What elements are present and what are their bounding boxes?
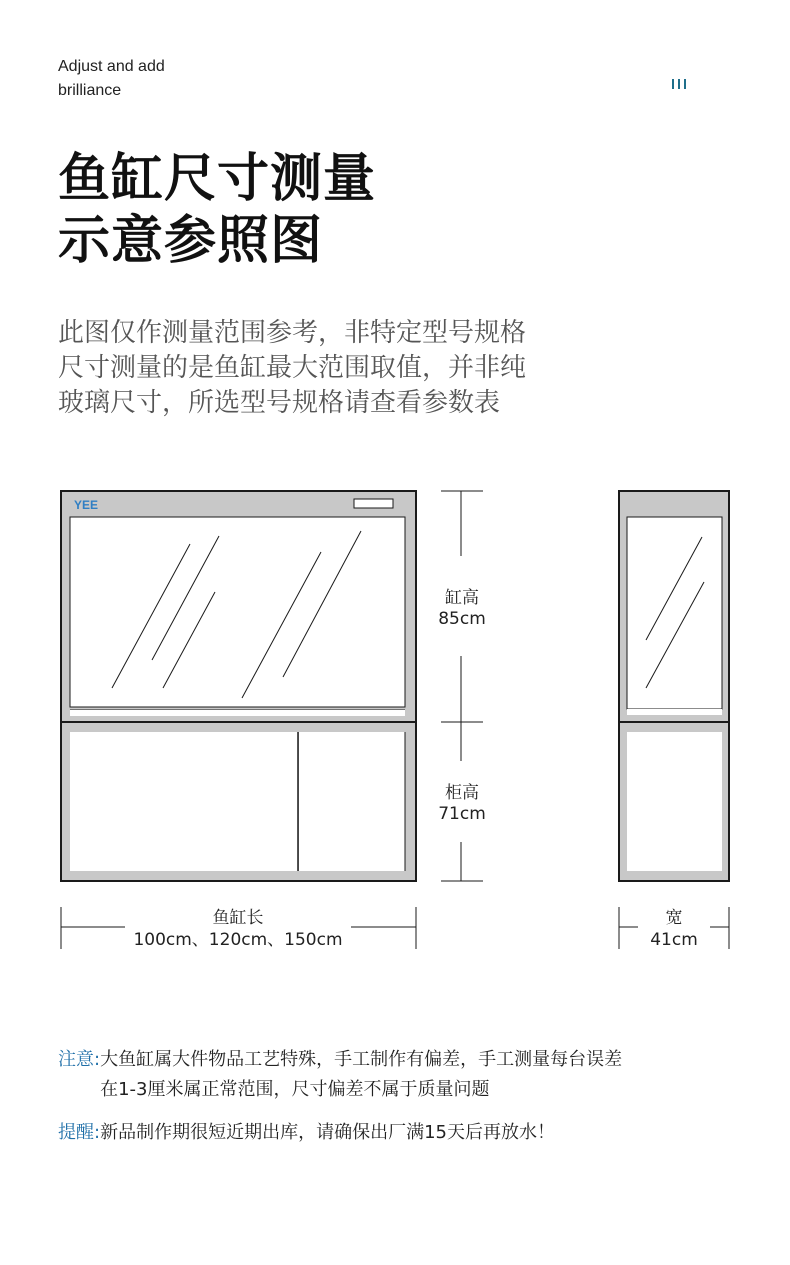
tagline	[58, 55, 258, 103]
tagline-line-2: brilliance	[58, 82, 122, 99]
cabinet-door-right	[299, 732, 405, 871]
description	[58, 316, 526, 421]
cabinet-height-value: 71cm	[438, 804, 486, 824]
notes-section	[58, 1045, 758, 1161]
cabinet-height-label: 柜高	[445, 783, 479, 803]
decorative-bars-icon	[672, 74, 690, 93]
title-line-1: 鱼缸尺寸测量	[58, 149, 377, 209]
page-title	[58, 148, 376, 272]
front-tank-glass	[70, 517, 405, 707]
title-line-2: 示意参照图	[58, 211, 324, 271]
front-view	[61, 491, 416, 881]
cabinet-door-left	[70, 732, 298, 871]
length-value: 100cm、120cm、150cm	[133, 930, 343, 950]
aquarium-diagram	[0, 480, 790, 960]
description-line-3: 玻璃尺寸，所选型号规格请查看参数表	[58, 388, 501, 418]
note-line-1: 大鱼缸属大件物品工艺特殊，手工制作有偏差，手工测量每台误差	[100, 1049, 623, 1070]
reminder-row	[58, 1118, 758, 1148]
reminder-text: 新品制作期很短近期出库，请确保出厂满15天后再放水！	[100, 1122, 555, 1143]
reminder-label: 提醒:	[58, 1122, 101, 1143]
description-line-2: 尺寸测量的是鱼缸最大范围取值，并非纯	[58, 353, 527, 383]
note-label: 注意:	[58, 1049, 101, 1070]
note-text	[100, 1045, 622, 1105]
side-view	[619, 491, 729, 881]
tank-height-label: 缸高	[445, 588, 479, 608]
tagline-line-1: Adjust and add	[58, 58, 165, 75]
width-value: 41cm	[650, 930, 698, 950]
width-label: 宽	[665, 908, 683, 928]
note-line-2: 在1-3厘米属正常范围，尺寸偏差不属于质量问题	[100, 1079, 490, 1100]
side-tank-glass	[627, 517, 722, 709]
side-cabinet-panel	[627, 732, 722, 871]
tank-height-value: 85cm	[438, 609, 486, 629]
tank-light-slot	[354, 499, 393, 508]
length-label: 鱼缸长	[212, 908, 264, 928]
description-line-1: 此图仅作测量范围参考，非特定型号规格	[58, 318, 527, 348]
note-row	[58, 1045, 758, 1105]
brand-logo: YEE	[74, 498, 99, 512]
